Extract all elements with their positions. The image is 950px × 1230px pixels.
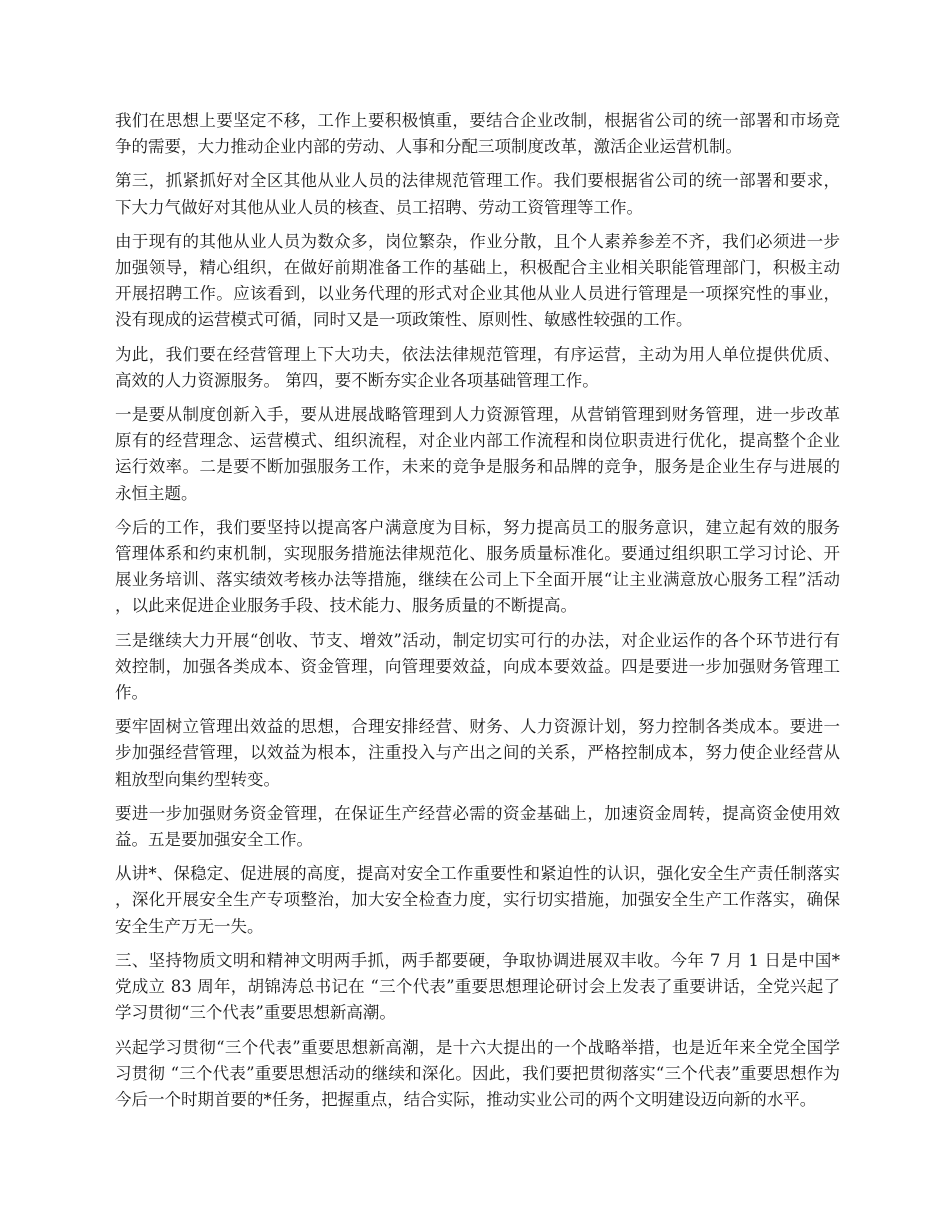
paragraph-6: 今后的工作，我们要坚持以提高客户满意度为目标，努力提高员工的服务意识，建立起有效的服务管理体系和约束机制，实现服务措施法律规范化、服务质量标准化。要通过组织职工学习讨论、开展业务培训、落实绩效考核办法等措施，继续在公司上下全面开展“让主业满意放心服务工程”活动，以此来促进企业服务手段、技术能力、服务质量的不断提高。 bbox=[115, 517, 840, 616]
paragraph-4: 为此，我们要在经营管理上下大功夫，依法法律规范管理，有序运营，主动为用人单位提供优质、高效的人力资源服务。 第四，要不断夯实企业各项基础管理工作。 bbox=[115, 344, 840, 390]
paragraph-8: 要牢固树立管理出效益的思想，合理安排经营、财务、人力资源计划，努力控制各类成本。要进一步加强经营管理，以效益为根本，注重投入与产出之间的关系，严格控制成本，努力使企业经营从粗放型向集约型转变。 bbox=[115, 717, 840, 789]
paragraph-9: 要进一步加强财务资金管理，在保证生产经营必需的资金基础上，加速资金周转，提高资金使用效益。五是要加强安全工作。 bbox=[115, 803, 840, 850]
paragraph-5: 一是要从制度创新入手，要从进展战略管理到人力资源管理，从营销管理到财务管理，进一步改革原有的经营理念、运营模式、组织流程，对企业内部工作流程和岗位职责进行优化，提高整个企业运行效率。二是要不断加强服务工作，未来的竞争是服务和品牌的竞争，服务是企业生存与进展的永恒主题。 bbox=[115, 405, 840, 503]
paragraph-3: 由于现有的其他从业人员为数众多，岗位繁杂，作业分散，且个人素养参差不齐，我们必须进一步加强领导，精心组织，在做好前期准备工作的基础上，积极配合主业相关职能管理部门，积极主动开展招聘工作。应该看到，以业务代理的形式对企业其他从业人员进行管理是一项探究性的事业，没有现成的运营模式可循，同时又是一项政策性、原则性、敏感性较强的工作。 bbox=[115, 231, 840, 330]
paragraph-11: 三、坚持物质文明和精神文明两手抓，两手都要硬，争取协调进展双丰收。今年 7 月 1 日是中国*党成立 83 周年，胡锦涛总书记在 “三个代表”重要思想理论研讨会上发表了重要讲话，全党兴起了学习贯彻“三个代表”重要思想新高潮。 bbox=[115, 950, 840, 1023]
document-page bbox=[115, 108, 840, 1121]
paragraph-2: 第三，抓紧抓好对全区其他从业人员的法律规范管理工作。我们要根据省公司的统一部署和要求，下大力气做好对其他从业人员的核查、员工招聘、劳动工资管理等工作。 bbox=[115, 171, 840, 217]
paragraph-10: 从讲*、保稳定、促进展的高度，提高对安全工作重要性和紧迫性的认识，强化安全生产责任制落实，深化开展安全生产专项整治，加大安全检查力度，实行切实措施，加强安全生产工作落实，确保安全生产万无一失。 bbox=[115, 864, 840, 936]
paragraph-12: 兴起学习贯彻“三个代表”重要思想新高潮，是十六大提出的一个战略举措，也是近年来全党全国学习贯彻 “三个代表”重要思想活动的继续和深化。因此，我们要把贯彻落实“三个代表”重要思想作为今后一个时期首要的*任务，把握重点，结合实际，推动实业公司的两个文明建设迈向新的水平。 bbox=[115, 1037, 840, 1109]
paragraph-1: 我们在思想上要坚定不移，工作上要积极慎重，要结合企业改制，根据省公司的统一部署和市场竞争的需要，大力推动企业内部的劳动、人事和分配三项制度改革，激活企业运营机制。 bbox=[115, 111, 840, 157]
paragraph-7: 三是继续大力开展“创收、节支、增效”活动，制定切实可行的办法，对企业运作的各个环节进行有效控制，加强各类成本、资金管理，向管理要效益，向成本要效益。四是要进一步加强财务管理工作。 bbox=[115, 630, 840, 703]
